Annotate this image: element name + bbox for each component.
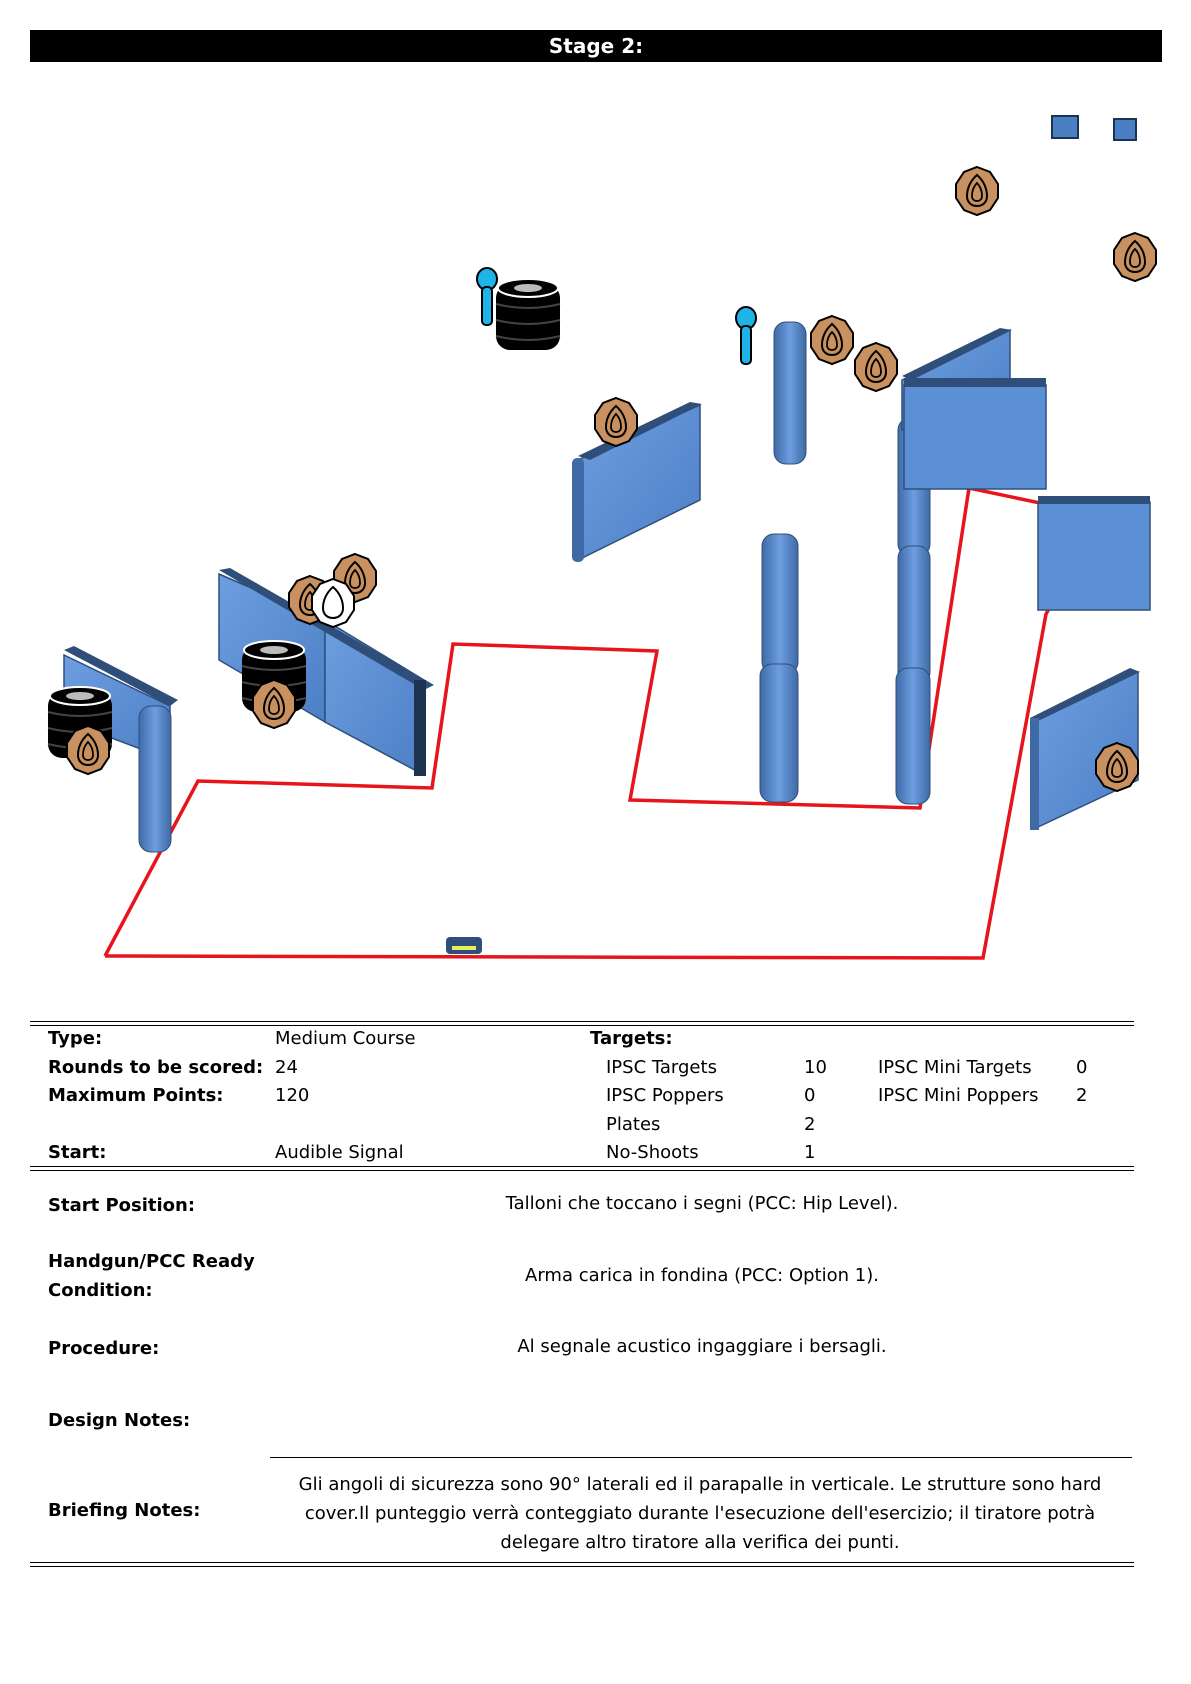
- popper-icon: [477, 268, 497, 325]
- briefing-notes-label: Briefing Notes:: [48, 1500, 201, 1521]
- upper-right-wall: [902, 328, 1046, 489]
- no-shoot-icon: [312, 579, 354, 627]
- start-label: Start:: [48, 1142, 107, 1163]
- ready-condition-label-2: Condition:: [48, 1280, 153, 1301]
- briefing-notes-value: Gli angoli di sicurezza sono 90° laterali ed il parapalle in verticale. Le strutture sono hard cover.Il punteggio verrà conteggiato durante l'esecuzione dell'esercizio; il tiratore potrà delegare altro tiratore alla verifica dei punti.: [298, 1474, 1102, 1553]
- ipsc-target-icon: [1096, 743, 1138, 791]
- barrel-top: [496, 279, 560, 350]
- start-box-icon: [446, 937, 482, 954]
- rounds-value: 24: [275, 1057, 298, 1078]
- center-top-post: [774, 322, 806, 464]
- stage-diagram: [0, 70, 1191, 970]
- design-notes-label: Design Notes:: [48, 1410, 191, 1431]
- fault-line: [105, 488, 1092, 958]
- target-type-value: 2: [804, 1114, 816, 1135]
- ipsc-target-icon: [67, 726, 109, 774]
- ipsc-target-icon: [956, 167, 998, 215]
- rounds-label: Rounds to be scored:: [48, 1057, 264, 1078]
- start-position-value: Talloni che toccano i segni (PCC: Hip Level).: [505, 1193, 899, 1214]
- ready-condition-value: Arma carica in fondina (PCC: Option 1).: [525, 1265, 879, 1286]
- mini-target-label: IPSC Mini Targets: [878, 1057, 1032, 1078]
- popper-icon: [736, 307, 756, 364]
- start-position-label: Start Position:: [48, 1195, 196, 1216]
- target-type-label: IPSC Targets: [606, 1057, 717, 1078]
- plate-icon: [1114, 119, 1136, 140]
- targets-label: Targets:: [590, 1028, 673, 1049]
- start-value: Audible Signal: [275, 1142, 404, 1163]
- target-type-value: 1: [804, 1142, 816, 1163]
- max-points-label: Maximum Points:: [48, 1085, 224, 1106]
- type-label: Type:: [48, 1028, 103, 1049]
- plate-icon: [1052, 116, 1078, 138]
- ready-condition-label: Handgun/PCC Ready: [48, 1251, 255, 1272]
- target-type-label: Plates: [606, 1114, 661, 1135]
- mini-target-value: 0: [1076, 1057, 1088, 1078]
- mini-target-value: 2: [1076, 1085, 1088, 1106]
- max-points-value: 120: [275, 1085, 310, 1106]
- target-type-value: 10: [804, 1057, 827, 1078]
- procedure-label: Procedure:: [48, 1338, 160, 1359]
- type-value: Medium Course: [275, 1028, 416, 1049]
- mini-target-label: IPSC Mini Poppers: [878, 1085, 1039, 1106]
- stage-title: Stage 2:: [30, 30, 1162, 62]
- ipsc-target-icon: [253, 680, 295, 728]
- ipsc-target-icon: [811, 316, 853, 364]
- ipsc-target-icon: [1114, 233, 1156, 281]
- right-box-wall: [1038, 496, 1150, 610]
- target-type-label: IPSC Poppers: [606, 1085, 724, 1106]
- target-type-value: 0: [804, 1085, 816, 1106]
- procedure-value: Al segnale acustico ingaggiare i bersagli.: [517, 1336, 887, 1357]
- ipsc-target-icon: [855, 343, 897, 391]
- target-type-label: No-Shoots: [606, 1142, 699, 1163]
- ipsc-target-icon: [595, 398, 637, 446]
